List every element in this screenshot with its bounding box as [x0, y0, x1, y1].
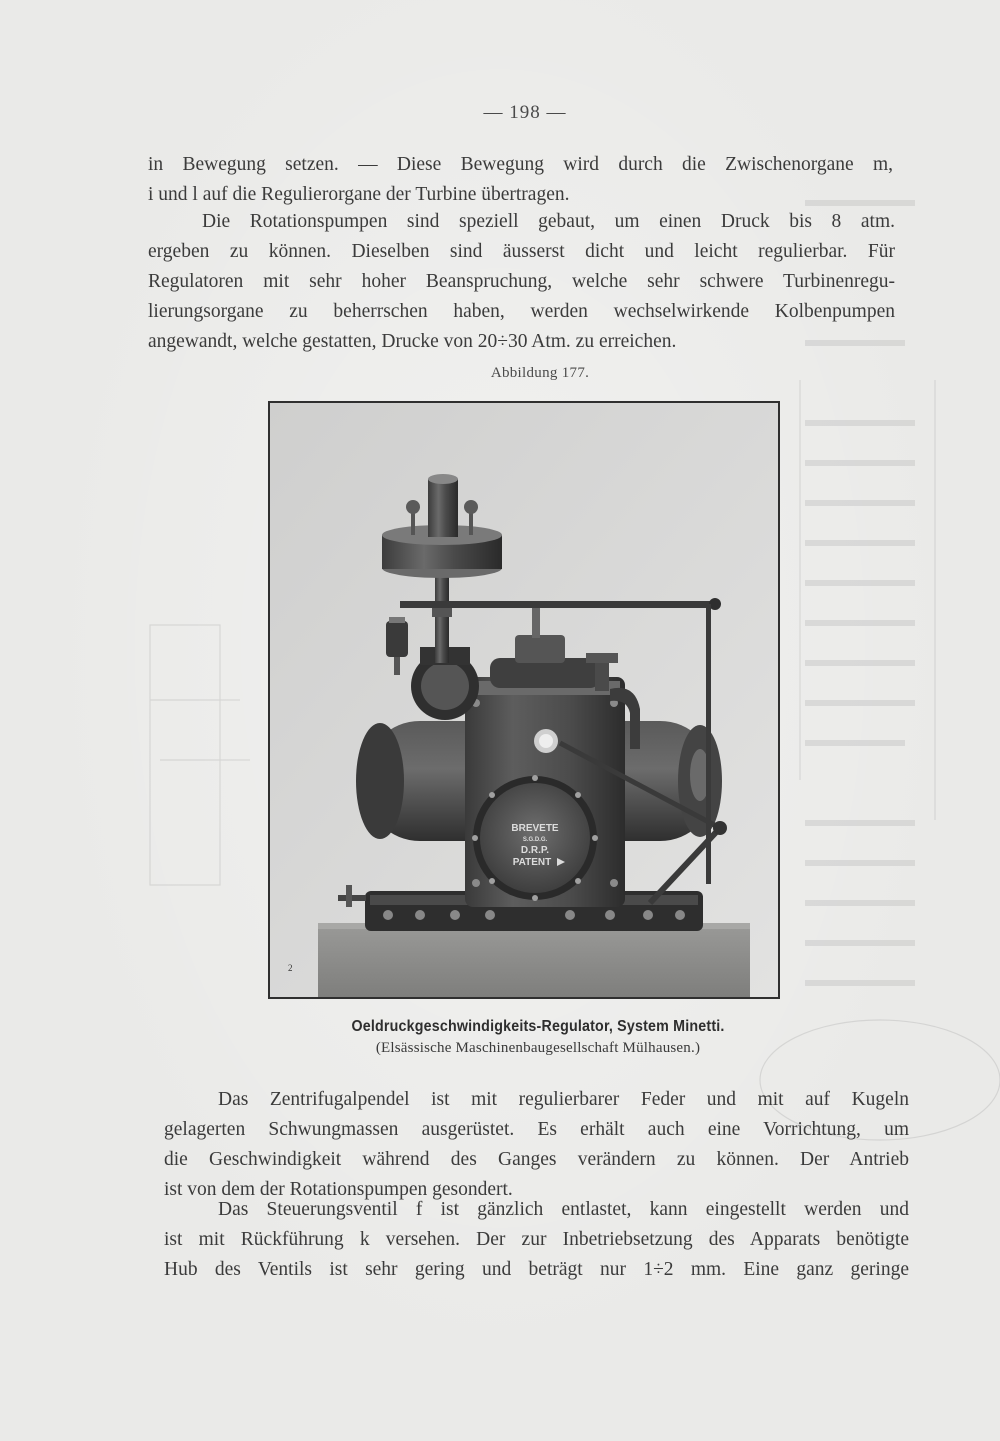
- plate-text: S.G.D.G.: [522, 837, 548, 843]
- paragraph-zentrifugalpendel: [164, 1085, 909, 1205]
- plate-text: PATENT: [512, 857, 552, 868]
- text-line: lierungsorgane zu beherrschen haben, werden wechselwirkende Kolbenpumpen: [148, 301, 895, 322]
- text-line: Die Rotationspumpen sind speziell gebaut, um einen Druck bis 8 atm.: [202, 211, 895, 232]
- plate-text: D.R.P.: [520, 845, 550, 856]
- text-line: ist von dem der Rotationspumpen gesondert.: [164, 1179, 513, 1200]
- figure-label: Abbildung 177.: [490, 365, 590, 381]
- text-line: Regulatoren mit sehr hoher Beanspruchung, welche sehr schwere Turbinenregu-: [148, 271, 895, 292]
- text-line: Das Zentrifugalpendel ist mit regulierbarer Feder und mit auf Kugeln: [218, 1089, 909, 1110]
- text-line: die Geschwindigkeit während des Ganges verändern zu können. Der Antrieb: [164, 1149, 909, 1170]
- figure-photograph: [268, 401, 780, 999]
- text-line: i und l auf die Regulierorgane der Turbine übertragen.: [148, 184, 570, 205]
- text-line: angewandt, welche gestatten, Drucke von 20÷30 Atm. zu erreichen.: [148, 331, 677, 352]
- paragraph-steuerungsventil: [164, 1195, 909, 1285]
- plate-corner-mark: 2: [288, 963, 293, 973]
- text-line: in Bewegung setzen. — Diese Bewegung wird durch die Zwischenorgane m,: [148, 154, 893, 175]
- paragraph-rotationspumpen: [148, 207, 895, 357]
- regulator-machine-illustration: [270, 403, 778, 997]
- text-line: Das Steuerungsventil f ist gänzlich entlastet, kann eingestellt werden und: [218, 1199, 909, 1220]
- text-line: gelagerten Schwungmassen ausgerüstet. Es erhält auch eine Vorrichtung, um: [164, 1119, 909, 1140]
- plate-text: BREVETE: [511, 823, 559, 834]
- figure-caption-subtitle: (Elsässische Maschinenbaugesellschaft Mülhausen.): [375, 1040, 701, 1056]
- text-line: Hub des Ventils ist sehr gering und beträgt nur 1÷2 mm. Eine ganz geringe: [164, 1259, 909, 1280]
- text-line: ist mit Rückführung k versehen. Der zur Inbetriebsetzung des Apparats benötigte: [164, 1229, 909, 1250]
- figure-caption-title: Oeldruckgeschwindigkeits-Regulator, System Minetti.: [351, 1018, 725, 1035]
- paragraph-continuation: [148, 150, 893, 210]
- page-number: — 198 —: [483, 102, 567, 123]
- text-line: ergeben zu können. Dieselben sind äusserst dicht und leicht regulierbar. Für: [148, 241, 895, 262]
